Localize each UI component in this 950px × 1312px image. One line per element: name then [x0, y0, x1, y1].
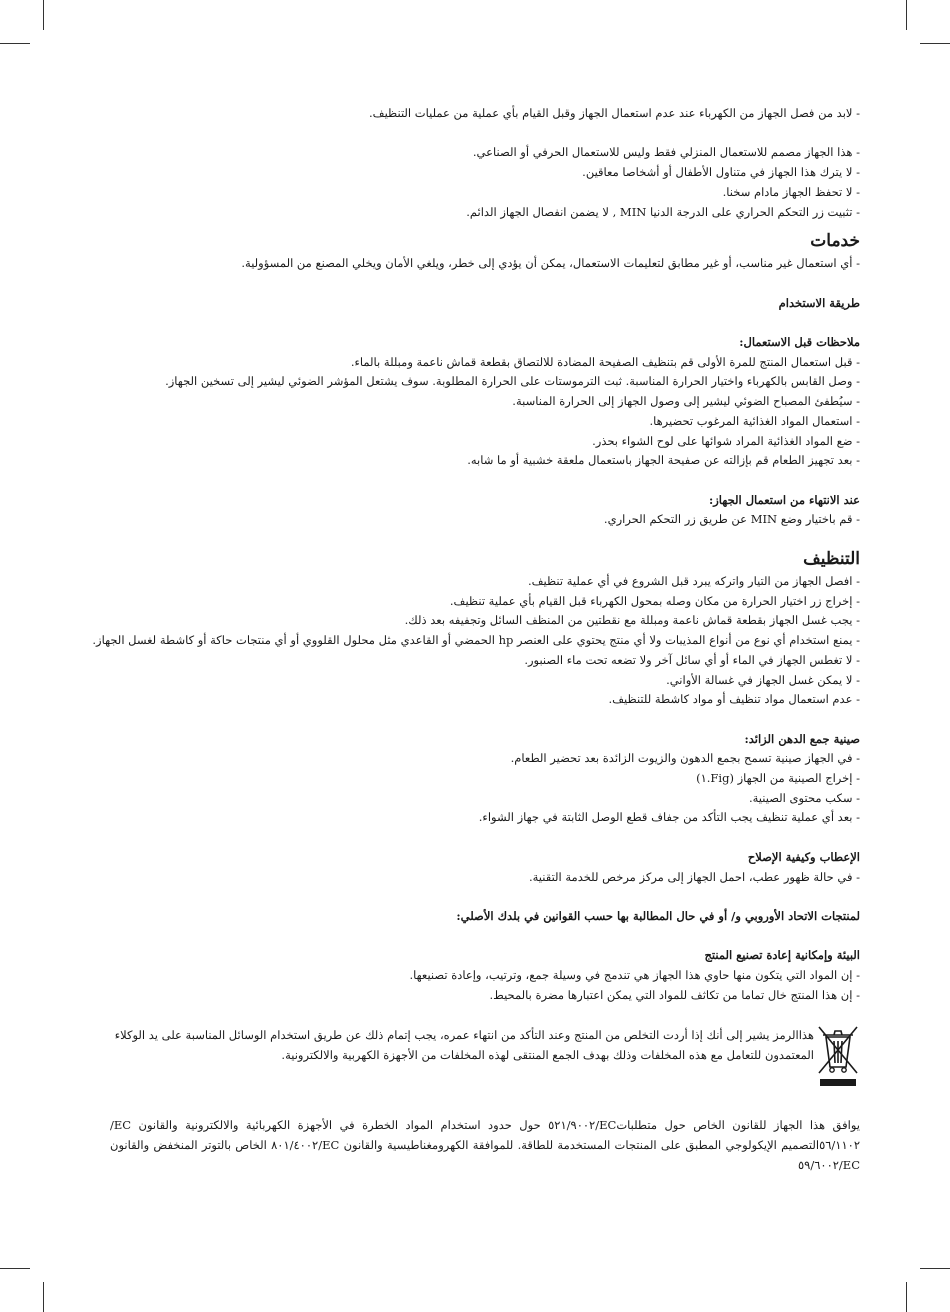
- recycling-notice-text: هذاالرمز يشير إلى أنك إذا أردت التخلص من المنتج وعند التأكد من انتهاء عمره، يجب إتمام ذلك عن طريق استخدام الوسائل المناسبة على يد الوكلاء المعتمدون للتعامل مع هذه المخلفات وذلك بهدف الجمع المنتقى لهذه المخلفات من الأجهزة الكهربية والالكترونية.: [114, 1028, 814, 1063]
- compliance-text: يوافق هذا الجهاز للقانون الخاص حول متطلباتEC/٥٢١/٩٠٠٢ حول حدود استخدام المواد الخطرة في الأجهزة الكهربائية والالكترونية والقانون EC/٥٦/١١٠٢التصميم الإيكولوجي المطبق على المنتجات المستخدمة للطاقة. للموافقة الكهرومغناطيسية والقانون EC/٨٠١/٤٠٠٢ الخاص بالتوتر المنخفض والقانون EC/٥٩/٦٠٠٢: [110, 1117, 861, 1172]
- warning-item: - لا تحفظ الجهاز مادام سخنا.: [722, 184, 860, 199]
- cleaning-item: - لا تغطس الجهاز في الماء أو أي سائل آخر ولا تضعه تحت ماء الصنبور.: [524, 652, 860, 667]
- cleaning-item: - إخراج زر اختيار الحرارة من مكان وصله بمحول الكهرباء قبل القيام بأي عملية تنظيف.: [449, 593, 860, 608]
- after-use-item: - قم باختيار وضع MIN عن طريق زر التحكم الحراري.: [603, 512, 860, 527]
- after-use-heading: عند الانتهاء من استعمال الجهاز:: [708, 492, 860, 507]
- cleaning-item: - افصل الجهاز من التيار واتركه يبرد قبل الشروع في أي عملية تنظيف.: [527, 574, 860, 588]
- eu-heading: لمنتجات الاتحاد الأوروبي و/ أو في حال المطالبة بها حسب القوانين في بلدك الأصلي:: [456, 908, 860, 923]
- cleaning-item: - يجب غسل الجهاز بقطعة قماش ناعمة ومبللة مع نقطتين من المنظف السائل وتجفيفه بعد ذلك.: [404, 613, 860, 628]
- warning-item: - لا يترك هذا الجهاز في متناول الأطفال أو أشخاصا معاقين.: [582, 165, 860, 180]
- cleaning-heading: التنظيف: [803, 549, 860, 569]
- grease-tray-item: - في الجهاز صينية تسمح بجمع الدهون والزيوت الزائدة بعد تحضير الطعام.: [510, 751, 860, 766]
- services-heading: خدمات: [810, 231, 860, 252]
- crop-mark-tl-v: [43, 0, 44, 30]
- environment-heading: البيئة وإمكانية إعادة تصنيع المنتج: [704, 948, 860, 963]
- grease-tray-heading: صينية جمع الدهن الزائد:: [744, 731, 860, 746]
- cleaning-item: - يمنع استخدام أي نوع من أنواع المذيبات ولا أي منتج يحتوي على العنصر hp الحمضي أو القاعدي مثل محلول القلووي أو أي منتجات حاكة أو كاشطة لغسل الجهاز.: [92, 633, 860, 648]
- crop-mark-tl-h: [0, 43, 30, 44]
- crop-mark-br-v: [906, 1282, 907, 1312]
- repair-item: - في حالة ظهور عطب، احمل الجهاز إلى مركز مرخص للخدمة التقنية.: [528, 869, 860, 884]
- warning-item: - تثبيت زر التحكم الحراري على الدرجة الدنيا MIN , لا يضمن انفصال الجهاز الدائم.: [466, 204, 860, 219]
- crop-mark-tr-v: [906, 0, 907, 30]
- before-use-item: - سيُطفئ المصباح الضوئي ليشير إلى وصول الجهاز إلى الحرارة المناسبة.: [512, 394, 860, 409]
- usage-heading: طريقة الاستخدام: [778, 295, 860, 310]
- before-use-item: - استعمال المواد الغذائية المرغوب تحضيرها.: [649, 413, 860, 428]
- crossed-bin-icon: [816, 1023, 860, 1089]
- crop-mark-tr-h: [920, 43, 950, 44]
- crop-mark-br-h: [920, 1268, 950, 1269]
- before-use-heading: ملاحظات قبل الاستعمال:: [739, 334, 860, 349]
- recycling-notice: [110, 1025, 860, 1095]
- grease-tray-item: - بعد أي عملية تنظيف يجب التأكد من جفاف قطع الوصل الثابتة في جهاز الشواء.: [478, 810, 860, 825]
- intro-line: - لابد من فصل الجهاز من الكهرباء عند عدم استعمال الجهاز وقبل القيام بأي عملية من عمليات التنظيف.: [369, 106, 860, 120]
- grease-tray-item: - سكب محتوى الصينية.: [748, 790, 860, 805]
- warning-item: - هذا الجهاز مصمم للاستعمال المنزلي فقط وليس للاستعمال الحرفي أو الصناعي.: [472, 145, 860, 160]
- environment-item: - إن المواد التي يتكون منها حاوي هذا الجهاز هي تندمج في وسيلة جمع، وترتيب، وإعادة تصنيعها.: [409, 968, 860, 982]
- crop-mark-bl-h: [0, 1268, 30, 1269]
- before-use-item: - بعد تجهيز الطعام قم بإزالته عن صفيحة الجهاز باستعمال ملعقة خشبية أو ما شابه.: [467, 453, 860, 468]
- before-use-item: - قبل استعمال المنتج للمرة الأولى قم بتنظيف الصفيحة المضادة للالتصاق بقطعة قماش ناعمة ومبللة بالماء.: [350, 354, 860, 369]
- before-use-item: - وصل القابس بالكهرباء واختيار الحرارة المناسبة. ثبت الترموستات على الحرارة المطلوبة. سوف يشتعل المؤشر الضوئي ليشير إلى تسخين الجهاز.: [165, 374, 860, 389]
- grease-tray-item: - إخراج الصينية من الجهاز (Fig.١): [696, 771, 860, 786]
- before-use-item: - ضع المواد الغذائية المراد شوائها على لوح الشواء بحذر.: [592, 433, 860, 448]
- cleaning-item: - عدم استعمال مواد تنظيف أو مواد كاشطة للتنظيف.: [608, 692, 860, 707]
- cleaning-item: - لا يمكن غسل الجهاز في غسالة الأواني.: [666, 672, 860, 687]
- repair-heading: الإعطاب وكيفية الإصلاح: [747, 849, 860, 864]
- services-item: - أي استعمال غير مناسب، أو غير مطابق لتعليمات الاستعمال، يمكن أن يؤدي إلى خطر، ويلغي الأمان ويخلي المصنع من المسؤولية.: [241, 256, 860, 271]
- crop-mark-bl-v: [43, 1282, 44, 1312]
- document-page: [92, 104, 861, 1175]
- environment-item: - إن هذا المنتج خال تماما من تكاثف للمواد التي يمكن اعتبارها مضرة بالمحيط.: [489, 987, 860, 1002]
